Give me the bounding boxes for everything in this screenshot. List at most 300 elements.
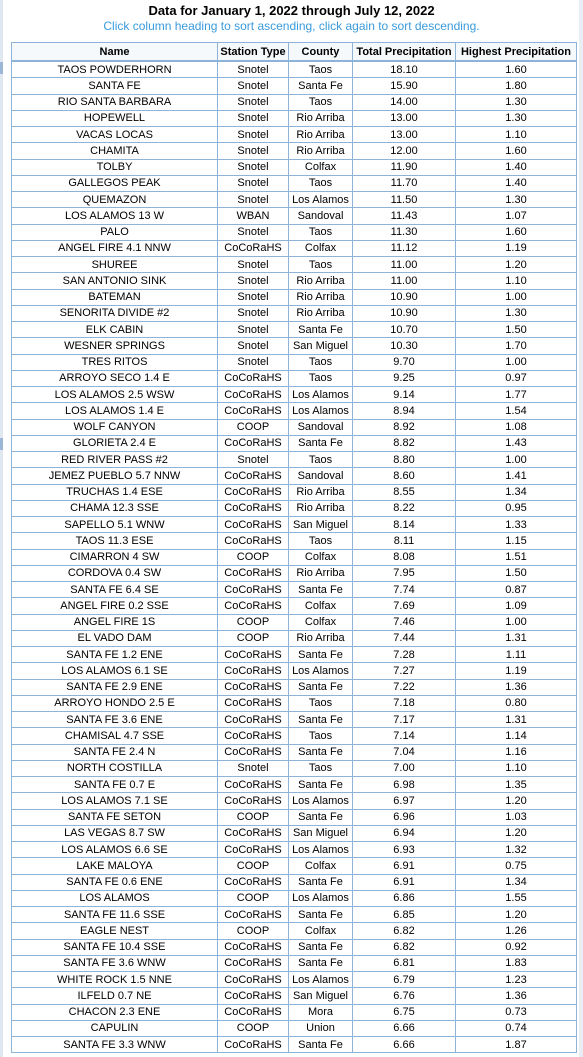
station-name-cell: TAOS 11.3 ESE — [12, 533, 218, 549]
station-type-cell: COOP — [218, 809, 289, 825]
station-name-cell: RIO SANTA BARBARA — [12, 94, 218, 110]
station-name-cell: ANGEL FIRE 1S — [12, 614, 218, 630]
station-type-cell: Snotel — [218, 192, 289, 208]
station-type-cell: CoCoRaHS — [218, 387, 289, 403]
station-name-cell: SANTA FE 2.9 ENE — [12, 679, 218, 695]
table-row — [12, 435, 577, 451]
station-type-cell: CoCoRaHS — [218, 435, 289, 451]
total-precipitation-cell: 6.98 — [353, 777, 456, 793]
station-type-cell: Snotel — [218, 78, 289, 94]
station-type-cell: Snotel — [218, 127, 289, 143]
station-type-cell: Snotel — [218, 289, 289, 305]
highest-precipitation-cell: 1.00 — [456, 354, 577, 370]
station-name-cell: NORTH COSTILLA — [12, 760, 218, 776]
highest-precipitation-cell: 1.80 — [456, 78, 577, 94]
total-precipitation-cell: 11.43 — [353, 208, 456, 224]
page-scrollbar[interactable] — [579, 0, 583, 1057]
highest-precipitation-cell: 1.16 — [456, 744, 577, 760]
county-cell: Los Alamos — [289, 890, 353, 906]
station-type-cell: Snotel — [218, 322, 289, 338]
table-row — [12, 500, 577, 516]
table-row — [12, 127, 577, 143]
highest-precipitation-cell: 0.97 — [456, 370, 577, 386]
highest-precipitation-cell: 1.60 — [456, 224, 577, 240]
edge-mark — [0, 62, 3, 74]
station-name-cell: SANTA FE 11.6 SSE — [12, 907, 218, 923]
table-row — [12, 322, 577, 338]
station-type-cell: CoCoRaHS — [218, 1037, 289, 1053]
total-precipitation-cell: 7.69 — [353, 598, 456, 614]
table-row — [12, 452, 577, 468]
county-cell: Taos — [289, 370, 353, 386]
total-precipitation-cell: 18.10 — [353, 61, 456, 78]
station-name-cell: SANTA FE 10.4 SSE — [12, 939, 218, 955]
highest-precipitation-cell: 1.77 — [456, 387, 577, 403]
station-name-cell: LOS ALAMOS 13 W — [12, 208, 218, 224]
total-precipitation-cell: 6.82 — [353, 923, 456, 939]
total-precipitation-cell: 9.14 — [353, 387, 456, 403]
total-precipitation-cell: 8.80 — [353, 452, 456, 468]
total-precipitation-cell: 7.04 — [353, 744, 456, 760]
station-type-cell: Snotel — [218, 175, 289, 191]
station-name-cell: CHACON 2.3 ENE — [12, 1004, 218, 1020]
highest-precipitation-cell: 0.75 — [456, 858, 577, 874]
county-cell: San Miguel — [289, 517, 353, 533]
total-precipitation-cell: 9.25 — [353, 370, 456, 386]
station-name-cell: QUEMAZON — [12, 192, 218, 208]
county-cell: Mora — [289, 1004, 353, 1020]
table-header-row — [12, 43, 577, 62]
total-precipitation-cell: 7.17 — [353, 712, 456, 728]
sort-instructions: Click column heading to sort ascending, click again to sort descending. — [103, 19, 480, 33]
table-row — [12, 387, 577, 403]
highest-precipitation-cell: 1.50 — [456, 565, 577, 581]
station-name-cell: CIMARRON 4 SW — [12, 549, 218, 565]
highest-precipitation-cell: 1.09 — [456, 598, 577, 614]
column-header-total-precipitation[interactable]: Total Precipitation — [353, 43, 456, 62]
total-precipitation-cell: 8.94 — [353, 403, 456, 419]
county-cell: Sandoval — [289, 208, 353, 224]
station-name-cell: ARROYO HONDO 2.5 E — [12, 695, 218, 711]
highest-precipitation-cell: 1.19 — [456, 240, 577, 256]
station-name-cell: CAPULIN — [12, 1020, 218, 1036]
county-cell: Colfax — [289, 858, 353, 874]
county-cell: Santa Fe — [289, 939, 353, 955]
table-row — [12, 565, 577, 581]
total-precipitation-cell: 7.44 — [353, 630, 456, 646]
highest-precipitation-cell: 1.30 — [456, 305, 577, 321]
total-precipitation-cell: 8.08 — [353, 549, 456, 565]
table-row — [12, 468, 577, 484]
station-type-cell: CoCoRaHS — [218, 907, 289, 923]
station-type-cell: CoCoRaHS — [218, 533, 289, 549]
station-name-cell: SAPELLO 5.1 WNW — [12, 517, 218, 533]
column-header-highest-precipitation[interactable]: Highest Precipitation — [456, 43, 577, 62]
total-precipitation-cell: 6.96 — [353, 809, 456, 825]
table-row — [12, 370, 577, 386]
total-precipitation-cell: 6.94 — [353, 825, 456, 841]
table-row — [12, 61, 577, 78]
highest-precipitation-cell: 1.60 — [456, 61, 577, 78]
highest-precipitation-cell: 0.92 — [456, 939, 577, 955]
table-row — [12, 354, 577, 370]
station-name-cell: SANTA FE 3.6 ENE — [12, 712, 218, 728]
table-row — [12, 647, 577, 663]
table-row — [12, 403, 577, 419]
highest-precipitation-cell: 1.30 — [456, 110, 577, 126]
total-precipitation-cell: 7.18 — [353, 695, 456, 711]
county-cell: Colfax — [289, 159, 353, 175]
total-precipitation-cell: 6.66 — [353, 1020, 456, 1036]
station-name-cell: HOPEWELL — [12, 110, 218, 126]
station-type-cell: COOP — [218, 858, 289, 874]
table-row — [12, 663, 577, 679]
county-cell: Taos — [289, 728, 353, 744]
table-row — [12, 78, 577, 94]
county-cell: Santa Fe — [289, 907, 353, 923]
county-cell: Santa Fe — [289, 78, 353, 94]
table-row — [12, 240, 577, 256]
station-name-cell: CHAMA 12.3 SSE — [12, 500, 218, 516]
highest-precipitation-cell: 1.30 — [456, 94, 577, 110]
total-precipitation-cell: 15.90 — [353, 78, 456, 94]
station-type-cell: CoCoRaHS — [218, 468, 289, 484]
total-precipitation-cell: 11.00 — [353, 257, 456, 273]
station-type-cell: CoCoRaHS — [218, 793, 289, 809]
highest-precipitation-cell: 1.07 — [456, 208, 577, 224]
total-precipitation-cell: 7.27 — [353, 663, 456, 679]
county-cell: Santa Fe — [289, 679, 353, 695]
table-row — [12, 224, 577, 240]
total-precipitation-cell: 8.14 — [353, 517, 456, 533]
county-cell: Union — [289, 1020, 353, 1036]
station-type-cell: Snotel — [218, 94, 289, 110]
total-precipitation-cell: 11.90 — [353, 159, 456, 175]
table-row — [12, 110, 577, 126]
station-name-cell: BATEMAN — [12, 289, 218, 305]
highest-precipitation-cell: 1.19 — [456, 663, 577, 679]
station-name-cell: LOS ALAMOS 6.6 SE — [12, 842, 218, 858]
station-type-cell: COOP — [218, 923, 289, 939]
station-name-cell: TAOS POWDERHORN — [12, 61, 218, 78]
station-type-cell: CoCoRaHS — [218, 777, 289, 793]
county-cell: Rio Arriba — [289, 143, 353, 159]
total-precipitation-cell: 9.70 — [353, 354, 456, 370]
station-name-cell: TOLBY — [12, 159, 218, 175]
county-cell: Rio Arriba — [289, 484, 353, 500]
table-row — [12, 825, 577, 841]
total-precipitation-cell: 6.75 — [353, 1004, 456, 1020]
total-precipitation-cell: 14.00 — [353, 94, 456, 110]
highest-precipitation-cell: 0.73 — [456, 1004, 577, 1020]
county-cell: Santa Fe — [289, 582, 353, 598]
station-name-cell: ANGEL FIRE 0.2 SSE — [12, 598, 218, 614]
highest-precipitation-cell: 1.10 — [456, 127, 577, 143]
county-cell: Taos — [289, 452, 353, 468]
station-type-cell: CoCoRaHS — [218, 500, 289, 516]
county-cell: Colfax — [289, 598, 353, 614]
county-cell: Colfax — [289, 614, 353, 630]
table-row — [12, 874, 577, 890]
station-type-cell: CoCoRaHS — [218, 695, 289, 711]
highest-precipitation-cell: 1.83 — [456, 955, 577, 971]
station-type-cell: CoCoRaHS — [218, 663, 289, 679]
table-row — [12, 533, 577, 549]
highest-precipitation-cell: 1.30 — [456, 192, 577, 208]
station-name-cell: ARROYO SECO 1.4 E — [12, 370, 218, 386]
total-precipitation-cell: 6.86 — [353, 890, 456, 906]
station-name-cell: GLORIETA 2.4 E — [12, 435, 218, 451]
station-type-cell: CoCoRaHS — [218, 582, 289, 598]
county-cell: Taos — [289, 175, 353, 191]
station-type-cell: COOP — [218, 549, 289, 565]
station-type-cell: Snotel — [218, 257, 289, 273]
station-name-cell: SAN ANTONIO SINK — [12, 273, 218, 289]
county-cell: Rio Arriba — [289, 500, 353, 516]
highest-precipitation-cell: 1.00 — [456, 289, 577, 305]
table-row — [12, 793, 577, 809]
highest-precipitation-cell: 1.31 — [456, 630, 577, 646]
total-precipitation-cell: 6.91 — [353, 858, 456, 874]
highest-precipitation-cell: 1.51 — [456, 549, 577, 565]
station-name-cell: SHUREE — [12, 257, 218, 273]
table-row — [12, 907, 577, 923]
station-type-cell: CoCoRaHS — [218, 988, 289, 1004]
table-row — [12, 679, 577, 695]
highest-precipitation-cell: 1.08 — [456, 419, 577, 435]
station-type-cell: CoCoRaHS — [218, 647, 289, 663]
station-type-cell: Snotel — [218, 61, 289, 78]
county-cell: Colfax — [289, 240, 353, 256]
station-name-cell: SANTA FE 1.2 ENE — [12, 647, 218, 663]
county-cell: Los Alamos — [289, 387, 353, 403]
station-type-cell: CoCoRaHS — [218, 484, 289, 500]
total-precipitation-cell: 11.70 — [353, 175, 456, 191]
county-cell: San Miguel — [289, 338, 353, 354]
total-precipitation-cell: 7.46 — [353, 614, 456, 630]
total-precipitation-cell: 13.00 — [353, 127, 456, 143]
station-type-cell: WBAN — [218, 208, 289, 224]
total-precipitation-cell: 10.70 — [353, 322, 456, 338]
highest-precipitation-cell: 1.14 — [456, 728, 577, 744]
county-cell: Taos — [289, 695, 353, 711]
county-cell: Santa Fe — [289, 744, 353, 760]
station-type-cell: Snotel — [218, 354, 289, 370]
table-row — [12, 972, 577, 988]
table-row — [12, 598, 577, 614]
highest-precipitation-cell: 1.43 — [456, 435, 577, 451]
county-cell: Santa Fe — [289, 955, 353, 971]
county-cell: Los Alamos — [289, 192, 353, 208]
table-row — [12, 809, 577, 825]
station-type-cell: CoCoRaHS — [218, 939, 289, 955]
station-name-cell: LOS ALAMOS 2.5 WSW — [12, 387, 218, 403]
station-name-cell: JEMEZ PUEBLO 5.7 NNW — [12, 468, 218, 484]
highest-precipitation-cell: 0.74 — [456, 1020, 577, 1036]
station-type-cell: CoCoRaHS — [218, 370, 289, 386]
total-precipitation-cell: 8.82 — [353, 435, 456, 451]
county-cell: Taos — [289, 61, 353, 78]
total-precipitation-cell: 6.97 — [353, 793, 456, 809]
station-type-cell: CoCoRaHS — [218, 240, 289, 256]
station-name-cell: ELK CABIN — [12, 322, 218, 338]
county-cell: Sandoval — [289, 419, 353, 435]
total-precipitation-cell: 6.81 — [353, 955, 456, 971]
column-header-name[interactable]: Name — [12, 43, 218, 62]
station-type-cell: CoCoRaHS — [218, 728, 289, 744]
highest-precipitation-cell: 0.87 — [456, 582, 577, 598]
county-cell: Santa Fe — [289, 435, 353, 451]
total-precipitation-cell: 10.90 — [353, 289, 456, 305]
county-cell: Rio Arriba — [289, 110, 353, 126]
station-type-cell: COOP — [218, 1020, 289, 1036]
county-cell: Taos — [289, 257, 353, 273]
total-precipitation-cell: 6.82 — [353, 939, 456, 955]
station-name-cell: EAGLE NEST — [12, 923, 218, 939]
table-row — [12, 1037, 577, 1053]
table-row — [12, 777, 577, 793]
county-cell: Los Alamos — [289, 793, 353, 809]
county-cell: San Miguel — [289, 825, 353, 841]
county-cell: Santa Fe — [289, 809, 353, 825]
table-row — [12, 890, 577, 906]
station-name-cell: LOS ALAMOS 1.4 E — [12, 403, 218, 419]
table-row — [12, 842, 577, 858]
table-row — [12, 159, 577, 175]
station-name-cell: SANTA FE 6.4 SE — [12, 582, 218, 598]
station-type-cell: Snotel — [218, 452, 289, 468]
highest-precipitation-cell: 0.80 — [456, 695, 577, 711]
county-cell: Rio Arriba — [289, 289, 353, 305]
county-cell: Rio Arriba — [289, 630, 353, 646]
table-row — [12, 955, 577, 971]
station-name-cell: SANTA FE SETON — [12, 809, 218, 825]
highest-precipitation-cell: 1.70 — [456, 338, 577, 354]
highest-precipitation-cell: 1.03 — [456, 809, 577, 825]
precipitation-table — [11, 42, 577, 1053]
station-name-cell: SANTA FE 3.3 WNW — [12, 1037, 218, 1053]
station-name-cell: TRUCHAS 1.4 ESE — [12, 484, 218, 500]
table-row — [12, 273, 577, 289]
table-row — [12, 1020, 577, 1036]
table-row — [12, 419, 577, 435]
county-cell: Colfax — [289, 549, 353, 565]
station-name-cell: RED RIVER PASS #2 — [12, 452, 218, 468]
county-cell: San Miguel — [289, 988, 353, 1004]
highest-precipitation-cell: 1.36 — [456, 988, 577, 1004]
total-precipitation-cell: 6.79 — [353, 972, 456, 988]
station-name-cell: WESNER SPRINGS — [12, 338, 218, 354]
station-type-cell: CoCoRaHS — [218, 972, 289, 988]
highest-precipitation-cell: 1.33 — [456, 517, 577, 533]
column-header-county[interactable]: County — [289, 43, 353, 62]
station-name-cell: SANTA FE — [12, 78, 218, 94]
station-name-cell: SENORITA DIVIDE #2 — [12, 305, 218, 321]
highest-precipitation-cell: 1.32 — [456, 842, 577, 858]
station-type-cell: CoCoRaHS — [218, 565, 289, 581]
table-row — [12, 143, 577, 159]
station-name-cell: LOS ALAMOS — [12, 890, 218, 906]
total-precipitation-cell: 6.76 — [353, 988, 456, 1004]
station-type-cell: CoCoRaHS — [218, 712, 289, 728]
station-name-cell: GALLEGOS PEAK — [12, 175, 218, 191]
column-header-station-type[interactable]: Station Type — [218, 43, 289, 62]
total-precipitation-cell: 11.12 — [353, 240, 456, 256]
station-type-cell: CoCoRaHS — [218, 598, 289, 614]
total-precipitation-cell: 7.95 — [353, 565, 456, 581]
county-cell: Santa Fe — [289, 777, 353, 793]
county-cell: Santa Fe — [289, 1037, 353, 1053]
station-type-cell: CoCoRaHS — [218, 517, 289, 533]
table-row — [12, 305, 577, 321]
station-name-cell: CORDOVA 0.4 SW — [12, 565, 218, 581]
highest-precipitation-cell: 1.35 — [456, 777, 577, 793]
highest-precipitation-cell: 1.20 — [456, 257, 577, 273]
table-row — [12, 923, 577, 939]
county-cell: Sandoval — [289, 468, 353, 484]
station-type-cell: CoCoRaHS — [218, 744, 289, 760]
total-precipitation-cell: 12.00 — [353, 143, 456, 159]
station-type-cell: Snotel — [218, 143, 289, 159]
station-type-cell: CoCoRaHS — [218, 842, 289, 858]
station-type-cell: Snotel — [218, 224, 289, 240]
highest-precipitation-cell: 1.54 — [456, 403, 577, 419]
county-cell: Los Alamos — [289, 972, 353, 988]
table-row — [12, 744, 577, 760]
station-type-cell: Snotel — [218, 273, 289, 289]
station-name-cell: WHITE ROCK 1.5 NNE — [12, 972, 218, 988]
station-type-cell: COOP — [218, 890, 289, 906]
table-row — [12, 728, 577, 744]
total-precipitation-cell: 7.00 — [353, 760, 456, 776]
total-precipitation-cell: 6.93 — [353, 842, 456, 858]
highest-precipitation-cell: 1.23 — [456, 972, 577, 988]
station-type-cell: CoCoRaHS — [218, 955, 289, 971]
table-row — [12, 208, 577, 224]
county-cell: Taos — [289, 760, 353, 776]
total-precipitation-cell: 7.22 — [353, 679, 456, 695]
highest-precipitation-cell: 1.40 — [456, 159, 577, 175]
station-name-cell: TRES RITOS — [12, 354, 218, 370]
station-name-cell: LAS VEGAS 8.7 SW — [12, 825, 218, 841]
highest-precipitation-cell: 1.20 — [456, 907, 577, 923]
station-name-cell: WOLF CANYON — [12, 419, 218, 435]
total-precipitation-cell: 11.50 — [353, 192, 456, 208]
station-name-cell: CHAMITA — [12, 143, 218, 159]
station-name-cell: ANGEL FIRE 4.1 NNW — [12, 240, 218, 256]
county-cell: Los Alamos — [289, 842, 353, 858]
total-precipitation-cell: 10.30 — [353, 338, 456, 354]
table-row — [12, 338, 577, 354]
total-precipitation-cell: 10.90 — [353, 305, 456, 321]
station-type-cell: Snotel — [218, 760, 289, 776]
station-name-cell: VACAS LOCAS — [12, 127, 218, 143]
station-name-cell: LOS ALAMOS 7.1 SE — [12, 793, 218, 809]
county-cell: Rio Arriba — [289, 127, 353, 143]
station-type-cell: CoCoRaHS — [218, 1004, 289, 1020]
total-precipitation-cell: 11.30 — [353, 224, 456, 240]
highest-precipitation-cell: 1.15 — [456, 533, 577, 549]
total-precipitation-cell: 7.28 — [353, 647, 456, 663]
county-cell: Rio Arriba — [289, 273, 353, 289]
county-cell: Santa Fe — [289, 322, 353, 338]
station-type-cell: CoCoRaHS — [218, 874, 289, 890]
total-precipitation-cell: 8.11 — [353, 533, 456, 549]
station-type-cell: Snotel — [218, 159, 289, 175]
total-precipitation-cell: 6.66 — [353, 1037, 456, 1053]
table-row — [12, 517, 577, 533]
table-row — [12, 858, 577, 874]
